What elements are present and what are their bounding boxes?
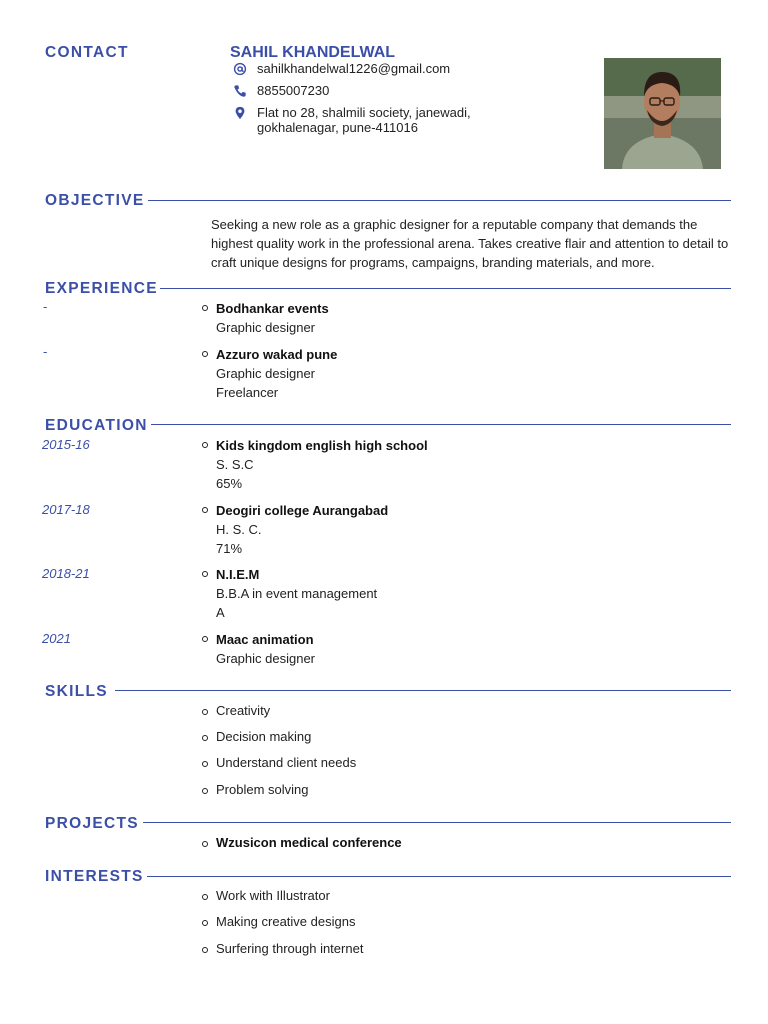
education-school: N.I.E.M bbox=[216, 565, 377, 584]
experience-type: Freelancer bbox=[216, 385, 279, 400]
profile-photo-image bbox=[604, 58, 721, 169]
experience-role: Graphic designer bbox=[216, 320, 315, 335]
skill-item: Understand client needs bbox=[216, 755, 357, 770]
address-row bbox=[233, 105, 471, 135]
phone-icon bbox=[233, 84, 247, 98]
experience-entry bbox=[216, 299, 329, 337]
objective-divider bbox=[148, 200, 731, 201]
education-school: Deogiri college Aurangabad bbox=[216, 503, 389, 518]
education-degree: S. S.C bbox=[216, 457, 254, 472]
education-degree: H. S. C. bbox=[216, 522, 262, 537]
phone-row bbox=[233, 83, 329, 98]
at-icon bbox=[233, 62, 247, 76]
skill-item: Problem solving bbox=[216, 782, 309, 797]
experience-divider bbox=[160, 288, 731, 289]
education-grade: A bbox=[216, 605, 225, 620]
skill-item: Creativity bbox=[216, 703, 271, 718]
experience-heading: EXPERIENCE bbox=[45, 280, 158, 297]
education-date: 2018-21 bbox=[42, 566, 90, 581]
projects-divider bbox=[143, 822, 731, 823]
address-line-1: Flat no 28, shalmili society, janewadi, bbox=[257, 105, 471, 120]
education-entry bbox=[216, 630, 315, 668]
interests-heading: INTERESTS bbox=[45, 868, 144, 885]
experience-entry bbox=[216, 345, 337, 402]
project-item: Wzusicon medical conference bbox=[216, 835, 402, 850]
interests-divider bbox=[147, 876, 731, 877]
experience-date: - bbox=[43, 299, 48, 314]
interest-item: Work with Illustrator bbox=[216, 888, 330, 903]
education-school: Maac animation bbox=[216, 632, 314, 647]
projects-heading: PROJECTS bbox=[45, 815, 139, 832]
interest-item: Making creative designs bbox=[216, 914, 356, 929]
candidate-name: SAHIL KHANDELWAL bbox=[230, 44, 396, 61]
interest-item: Surfering through internet bbox=[216, 941, 364, 956]
education-date: 2015-16 bbox=[42, 437, 90, 452]
email-text[interactable]: sahilkhandelwal1226@gmail.com bbox=[257, 61, 451, 76]
education-date: 2017-18 bbox=[42, 502, 90, 517]
phone-text[interactable]: 8855007230 bbox=[257, 83, 330, 98]
location-icon bbox=[233, 106, 247, 120]
skill-item: Decision making bbox=[216, 729, 312, 744]
education-grade: 71% bbox=[216, 541, 243, 556]
objective-text: Seeking a new role as a graphic designer for a reputable company that demands the highest quality work in the professional arena. Takes creative flair and attention to detail to craft unique designs for programs, campaigns, branding materials, and more. bbox=[211, 217, 729, 270]
experience-date: - bbox=[43, 344, 48, 359]
education-degree: B.B.A in event management bbox=[216, 586, 378, 601]
contact-heading: CONTACT bbox=[45, 44, 129, 61]
education-heading: EDUCATION bbox=[45, 417, 148, 434]
education-entry bbox=[216, 501, 388, 558]
skills-divider bbox=[115, 690, 731, 691]
education-school: Kids kingdom english high school bbox=[216, 438, 428, 453]
experience-title: Azzuro wakad pune bbox=[216, 347, 338, 362]
education-divider bbox=[151, 424, 731, 425]
objective-heading: OBJECTIVE bbox=[45, 192, 145, 209]
education-entry bbox=[216, 436, 428, 493]
email-row bbox=[233, 61, 450, 76]
education-degree: Graphic designer bbox=[216, 651, 315, 666]
education-entry bbox=[216, 565, 377, 622]
profile-photo bbox=[604, 58, 721, 169]
address-line-2: gokhalenagar, pune-411016 bbox=[257, 120, 418, 135]
experience-title: Bodhankar events bbox=[216, 301, 329, 316]
education-date: 2021 bbox=[42, 631, 71, 646]
skills-heading: SKILLS bbox=[45, 683, 108, 700]
education-grade: 65% bbox=[216, 476, 243, 491]
experience-role: Graphic designer bbox=[216, 366, 315, 381]
